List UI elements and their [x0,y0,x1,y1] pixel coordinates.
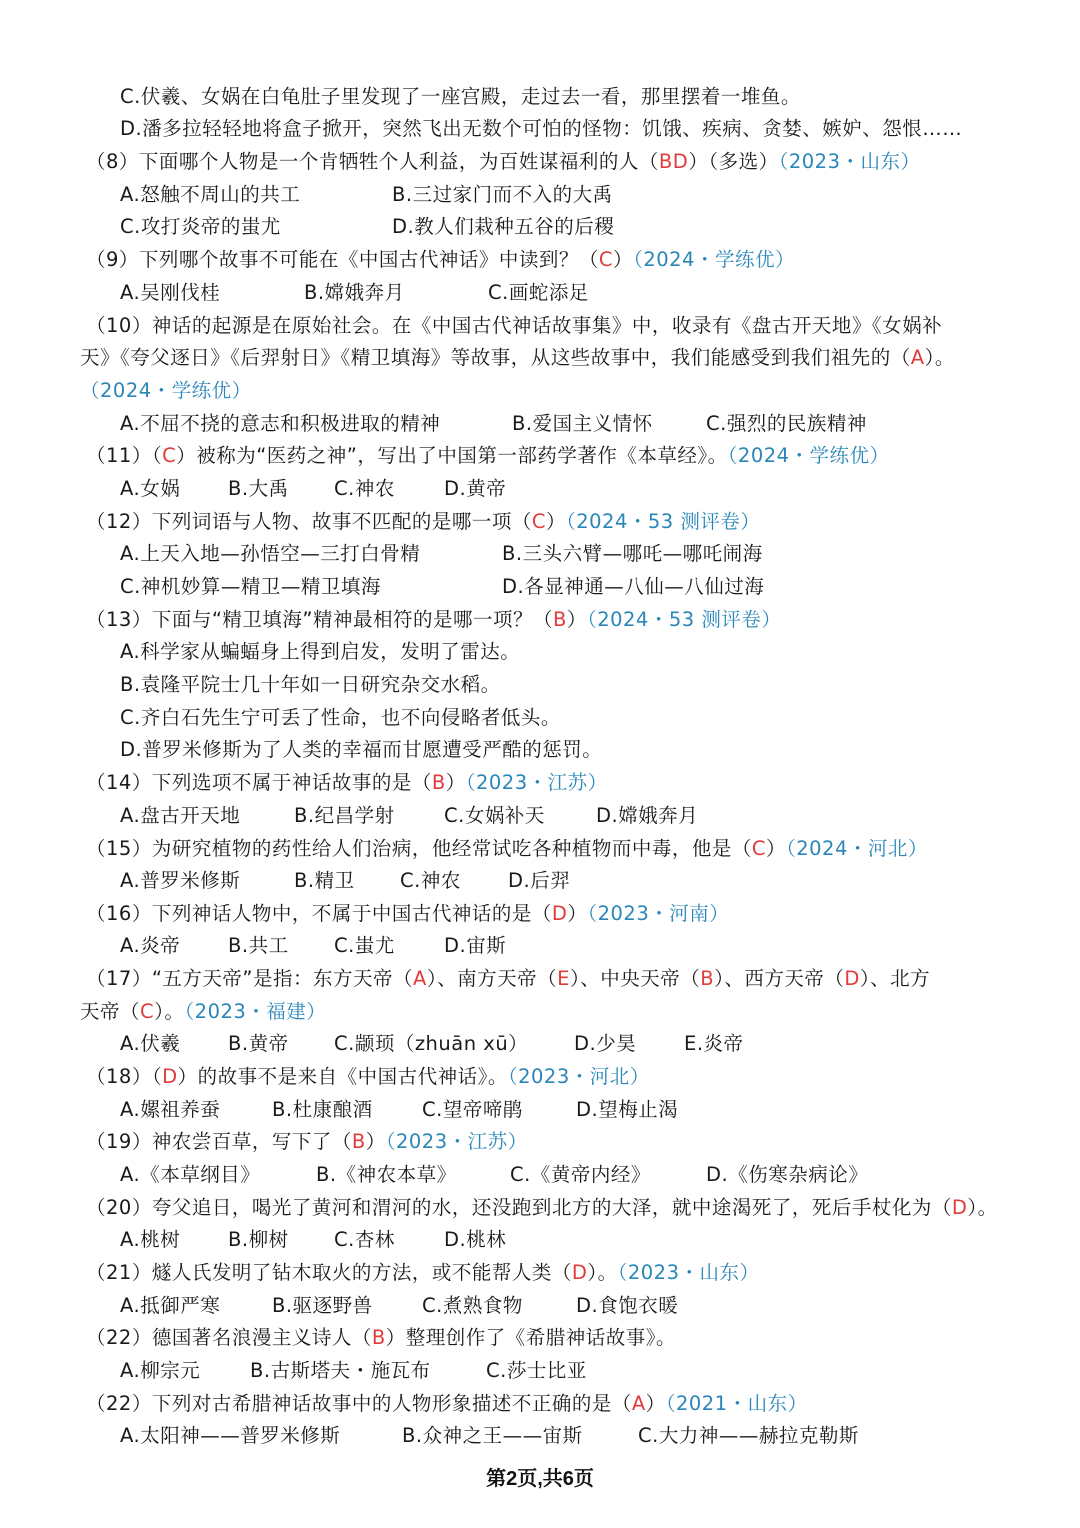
question-16: （16）下列神话人物中，不属于中国古代神话的是（D）（2023・河南） [86,902,730,925]
answer: B [553,608,567,631]
option-a: A.吴刚伐桂 [120,281,221,304]
question-15: （15）为研究植物的药性给人们治病，他经常试吃各种植物而中毒，他是（C）（2024・河北） [86,837,928,860]
option-a: A.抵御严寒 [120,1294,221,1317]
q21-options [0,1289,1080,1322]
option-a: A.盘古开天地 [120,804,241,827]
answer-west: D [844,967,860,990]
option-a: A.嫘祖养蚕 [120,1098,221,1121]
answer: B [351,1130,366,1153]
option-b: B.古斯塔夫・施瓦布 [250,1359,431,1382]
answer: D [551,902,568,925]
source-tag: （2024・河北） [785,837,928,860]
source-tag: （2023・江苏） [385,1130,528,1153]
source-tag: （2024・53 测评卷） [586,608,782,631]
option-d: D.宙斯 [444,934,507,957]
page-number: 第2页,共6页 [486,1468,594,1490]
answer: D [951,1196,968,1219]
answer: B [371,1326,386,1349]
answer: D [571,1261,588,1284]
option-a: A.伏羲 [120,1032,181,1055]
q8-options-row1 [0,178,1080,211]
question-18: （18）（D）的故事不是来自《中国古代神话》。（2023・河北） [86,1065,650,1088]
source-tag: （2024・学练优） [633,248,795,271]
option-b: B.黄帝 [228,1032,289,1055]
option-a: A.桃树 [120,1228,181,1251]
source-tag: （2023・福建） [184,1000,327,1023]
option-d: D.黄帝 [444,477,507,500]
answer-south: E [557,967,570,990]
option-c: C.望帝啼鹃 [422,1098,523,1121]
option-d: D.《伤寒杂病论》 [706,1163,869,1186]
q12-options-row1 [0,537,1080,570]
option-c: C.画蛇添足 [488,281,589,304]
source-tag: （2024・学练优） [80,379,252,402]
answer-center: B [700,967,715,990]
answer: C [531,510,546,533]
q10-options [0,407,1080,440]
option-c: C.莎士比亚 [486,1359,587,1382]
option-b: B.大禹 [228,477,289,500]
q17-options [0,1027,1080,1060]
source-tag: （2023・山东） [617,1261,760,1284]
q7-option-c: C.伏羲、女娲在白龟肚子里发现了一座宫殿，走过去一看，那里摆着一堆鱼。 [120,85,801,108]
answer: BD [658,150,689,173]
option-c: C.女娲补天 [444,804,545,827]
q13-option-a: A.科学家从蝙蝠身上得到启发，发明了雷达。 [120,640,521,663]
answer: C [751,837,766,860]
q9-options [0,276,1080,309]
question-20: （20）夸父追日，喝光了黄河和渭河的水，还没跑到北方的大泽，就中途渴死了，死后手杖化为（D）。 [86,1196,998,1219]
option-b: B.纪昌学射 [294,804,395,827]
question-19: （19）神农尝百草，写下了（B）（2023・江苏） [86,1130,528,1153]
option-d: D.食饱衣暖 [576,1294,679,1317]
question-10-line1: （10）神话的起源是在原始社会。在《中国古代神话故事集》中，收录有《盘古开天地》《女娲补 [86,314,943,337]
option-b: B.驱逐野兽 [272,1294,373,1317]
option-b: B.柳树 [228,1228,289,1251]
question-11: （11）（C）被称为“医药之神”，写出了中国第一部药学著作《本草经》。（2024・学练优） [86,444,890,467]
question-22-greek: （22）下列对古希腊神话故事中的人物形象描述不正确的是（A）（2021・山东） [86,1392,808,1415]
option-b: B.共工 [228,934,289,957]
option-c: C.攻打炎帝的蚩尤 [120,215,281,238]
option-e: E.炎帝 [684,1032,744,1055]
option-a: A.普罗米修斯 [120,869,241,892]
option-a: A.女娲 [120,477,181,500]
q13-option-b: B.袁隆平院士几十年如一日研究杂交水稻。 [120,673,501,696]
q15-options [0,864,1080,897]
option-b: B.嫦娥奔月 [304,281,405,304]
q22-poet-options [0,1354,1080,1387]
option-c: C.《黄帝内经》 [510,1163,651,1186]
question-17-line2: 天帝（C）。（2023・福建） [80,1000,327,1023]
question-14: （14）下列选项不属于神话故事的是（B）（2023・江苏） [86,771,608,794]
option-a: A.太阳神——普罗米修斯 [120,1424,341,1447]
question-9: （9）下列哪个故事不可能在《中国古代神话》中读到？（C）（2024・学练优） [86,248,795,271]
source-tag: （2023・河南） [587,902,730,925]
option-d: D.桃林 [444,1228,507,1251]
answer-east: A [413,967,427,990]
option-c: C.蚩尤 [334,934,395,957]
option-a: A.不屈不挠的意志和积极进取的精神 [120,412,441,435]
question-12: （12）下列词语与人物、故事不匹配的是哪一项（C）（2024・53 测评卷） [86,510,761,533]
option-c: C.神农 [400,869,461,892]
option-b: B.《神农本草》 [316,1163,457,1186]
question-8: （8）下面哪个人物是一个肯牺牲个人利益，为百姓谋福利的人（BD）（多选）（2023・山东） [86,150,921,173]
option-b: B.爱国主义情怀 [512,412,653,435]
q18-options [0,1093,1080,1126]
option-b: B.精卫 [294,869,355,892]
q8-options-row2 [0,210,1080,243]
q20-options [0,1223,1080,1256]
source-tag: （2023・河北） [507,1065,650,1088]
option-c: C.颛顼（zhuān xū） [334,1032,529,1055]
source-tag: （2023・江苏） [465,771,608,794]
option-c: C.神机妙算—精卫—精卫填海 [120,575,381,598]
q13-option-c: C.齐白石先生宁可丢了性命，也不向侵略者低头。 [120,706,561,729]
question-10-source [0,374,1080,407]
q22-greek-options [0,1419,1080,1452]
option-c: C.煮熟食物 [422,1294,523,1317]
answer: A [631,1392,646,1415]
source-tag: （2024・学练优） [727,444,890,467]
option-c: C.神农 [334,477,395,500]
option-a: A.《本草纲目》 [120,1163,261,1186]
option-b: B.三头六臂—哪吒—哪吒闹海 [502,542,763,565]
question-17-line1: （17）“五方天帝”是指：东方天帝（A）、南方天帝（E）、中央天帝（B）、西方天帝（D）、北方 [86,967,931,990]
option-a: A.怒触不周山的共工 [120,183,301,206]
q7-option-d: D.潘多拉轻轻地将盒子掀开，突然飞出无数个可怕的怪物：饥饿、疾病、贪婪、嫉妒、怨恨…… [120,117,963,140]
question-10-line2: 天》《夸父逐日》《后羿射日》《精卫填海》等故事，从这些故事中，我们能感受到我们祖先的（A）。 [80,346,955,369]
option-d: D.教人们栽种五谷的后稷 [392,215,615,238]
question-22-poet: （22）德国著名浪漫主义诗人（B）整理创作了《希腊神话故事》。 [86,1326,676,1349]
q12-options-row2 [0,570,1080,603]
option-d: D.望梅止渴 [576,1098,679,1121]
source-tag: （2023・山东） [778,150,921,173]
answer: D [162,1065,178,1088]
option-d: D.嫦娥奔月 [596,804,699,827]
answer: A [910,346,925,369]
answer: C [598,248,614,271]
option-b: B.三过家门而不入的大禹 [392,183,613,206]
source-tag: （2021・山东） [665,1392,808,1415]
q16-options [0,929,1080,962]
option-b: B.众神之王——宙斯 [402,1424,583,1447]
q14-options [0,799,1080,832]
option-a: A.柳宗元 [120,1359,201,1382]
answer: C [162,444,177,467]
option-d: D.各显神通—八仙—八仙过海 [502,575,765,598]
answer-north: C [140,1000,155,1023]
option-a: A.上天入地—孙悟空—三打白骨精 [120,542,421,565]
question-21: （21）燧人氏发明了钻木取火的方法，或不能帮人类（D）。（2023・山东） [86,1261,760,1284]
q11-options [0,472,1080,505]
source-tag: （2024・53 测评卷） [565,510,761,533]
option-d: D.后羿 [508,869,571,892]
option-c: C.大力神——赫拉克勒斯 [638,1424,859,1447]
option-d: D.少昊 [574,1032,637,1055]
option-b: B.杜康酿酒 [272,1098,373,1121]
question-13: （13）下面与“精卫填海”精神最相符的是哪一项？（B）（2024・53 测评卷） [86,608,782,631]
option-a: A.炎帝 [120,934,181,957]
q13-option-d: D.普罗米修斯为了人类的幸福而甘愿遭受严酷的惩罚。 [120,738,603,761]
answer: B [431,771,446,794]
option-c: C.杏林 [334,1228,395,1251]
option-c: C.强烈的民族精神 [706,412,867,435]
q19-options [0,1158,1080,1191]
